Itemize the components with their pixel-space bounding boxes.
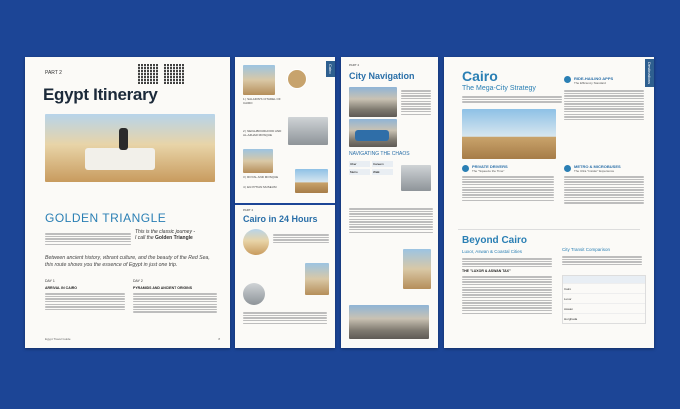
quote-line-2: I call the <box>135 235 154 241</box>
photo <box>403 249 431 289</box>
driver-icon <box>462 165 469 172</box>
street-photo <box>349 87 397 117</box>
comparison-table <box>562 275 646 324</box>
photo <box>401 165 431 191</box>
page-city-navigation <box>341 57 438 348</box>
day1-label: DAY 1 <box>45 279 55 283</box>
page-subtitle: The Mega-City Strategy <box>462 85 536 92</box>
page-title: Cairo <box>462 68 498 84</box>
section-subtitle: GOLDEN TRIANGLE <box>45 211 167 225</box>
quote-bold: Golden Triangle <box>155 235 193 241</box>
box3-text <box>564 175 644 205</box>
footer-text: Egypt Travel Guide <box>45 337 71 341</box>
museum-photo <box>295 169 328 193</box>
page-itinerary <box>25 57 230 348</box>
walk-app-icon: Walk <box>372 169 393 175</box>
caption-2: 2 | NEIGHBOURHOOD AND AL-AZHAR MOSQUE <box>243 129 282 138</box>
cairo-city-photo <box>462 109 556 159</box>
box2-subtitle: The "Squeeze the Time" <box>472 169 505 173</box>
subtitle: NAVIGATING THE CHAOS <box>349 151 410 157</box>
ride-hailing-icon <box>564 76 571 83</box>
table-row: Aswan <box>563 303 645 313</box>
day2-text <box>133 292 217 314</box>
table-row: Luxor <box>563 293 645 303</box>
caption-3: 3 | ROYAL AND MOSQUE <box>243 175 279 179</box>
part-label: PART 2 <box>349 63 360 67</box>
page-cairo-strategy <box>444 57 654 348</box>
uber-app-icon: Uber <box>349 161 370 167</box>
qr-code-icon <box>138 64 158 84</box>
box1-subtitle: The Efficiency Standard <box>574 81 606 85</box>
box1-text <box>564 89 644 121</box>
section-title: Cairo in 24 Hours <box>243 214 318 224</box>
caption-1: 1 | SALADIN'S CITADEL OF CAIRO <box>243 97 281 106</box>
section-tab: Cairo <box>326 61 335 77</box>
body-text <box>349 207 433 234</box>
circle-photo <box>243 229 269 255</box>
intro-text <box>462 95 562 104</box>
box1-title: RIDE-HAILING APPS <box>574 76 614 81</box>
circle-photo <box>243 283 265 305</box>
quote-line-1: This is the classic journey - <box>135 229 196 235</box>
part-label: PART 2 <box>45 70 62 76</box>
intro-text <box>45 232 131 246</box>
photo <box>305 263 329 295</box>
section-tab: Destinations <box>645 59 654 87</box>
body-text <box>401 89 431 116</box>
body-text <box>243 311 327 325</box>
lead-paragraph: Between ancient history, vibrant culture, and the beauty of the Red Sea, this route shows you the essence of Egypt in just one trip. <box>45 255 210 268</box>
body-text <box>273 233 329 245</box>
app-icons <box>349 161 393 175</box>
table-row: Hurghada <box>563 313 645 323</box>
beyond-subtitle: Luxor, Aswan & Coastal Cities <box>462 249 523 254</box>
metro-app-icon: Metro <box>349 169 370 175</box>
table-header <box>563 276 645 283</box>
compare-text <box>562 255 642 267</box>
box2-text <box>462 175 554 202</box>
citadel-photo <box>243 65 275 95</box>
car-photo <box>349 119 397 147</box>
table-row: Cairo <box>563 283 645 293</box>
day1-heading: ARRIVAL IN CAIRO <box>45 286 77 290</box>
caption-4: 4 | EGYPTIAN MUSEUM <box>243 185 277 189</box>
metro-icon <box>564 165 571 172</box>
circle-photo <box>287 69 307 89</box>
page-title: Egypt Itinerary <box>43 85 158 104</box>
careem-app-icon: Careem <box>372 161 393 167</box>
compare-title: City Transit Comparison <box>562 247 611 252</box>
part-label: PART 2 <box>243 208 254 212</box>
qr-code-icon <box>164 64 184 84</box>
beyond-text <box>462 257 552 269</box>
car-desert-photo <box>45 114 215 182</box>
luxor-text <box>462 275 552 315</box>
box3-subtitle: The Ultra "Insider" Experience <box>574 169 615 173</box>
day1-text <box>45 292 125 311</box>
beyond-title: Beyond Cairo <box>462 235 528 246</box>
mosque-photo <box>243 149 273 173</box>
section-title: City Navigation <box>349 71 415 81</box>
luxor-heading: THE "LUXOR & ASWAN TAX" <box>462 269 511 273</box>
box2-title: PRIVATE DRIVERS <box>472 164 508 169</box>
photo <box>349 305 429 339</box>
box3-title: METRO & MICROBUSES <box>574 164 621 169</box>
pull-quote <box>135 229 223 241</box>
day2-label: DAY 2 <box>133 279 143 283</box>
page-cairo-24h <box>235 57 335 348</box>
page-number: 8 <box>218 337 220 341</box>
day2-heading: PYRAMIDS AND ANCIENT ORIGINS <box>133 286 193 290</box>
person-photo <box>288 117 328 145</box>
